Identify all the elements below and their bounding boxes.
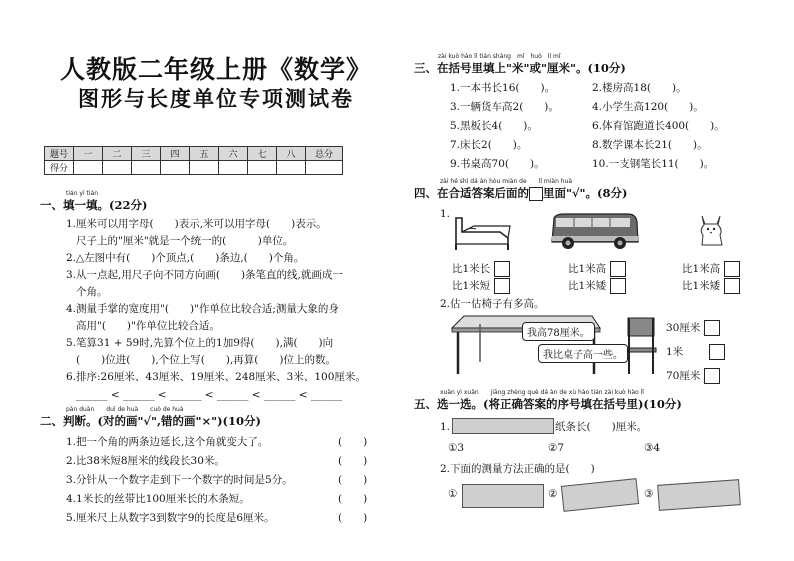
- answer-checkbox[interactable]: [709, 344, 725, 360]
- answer-checkbox[interactable]: [610, 278, 626, 294]
- measure-image-1: [462, 484, 544, 508]
- answer-paren[interactable]: ( ): [338, 455, 368, 467]
- choice-option[interactable]: ②: [548, 488, 558, 500]
- fill-item: 2.楼房高18( )。: [592, 82, 687, 94]
- section2-pinyin: pàn duàn duì de huà cuò de huà: [66, 406, 184, 413]
- height-option: [666, 344, 725, 360]
- page-title: 人教版二年级上册《数学》: [60, 55, 373, 84]
- score-header-cell: 六: [219, 147, 248, 161]
- section3-title: 三、在括号里填上"米"或"厘米"。(10分): [414, 61, 626, 75]
- height-option: [666, 320, 720, 336]
- question-line: 5.笔算31 + 59时,先算个位上的1加9得( ),满( )向: [66, 337, 334, 349]
- answer-checkbox[interactable]: [494, 261, 510, 277]
- score-cell[interactable]: [161, 161, 190, 175]
- score-table: [44, 146, 343, 175]
- bed-icon: [452, 214, 512, 252]
- score-header-cell: 七: [248, 147, 277, 161]
- question-text: 纸条长( )厘米。: [555, 421, 648, 433]
- score-cell[interactable]: [248, 161, 277, 175]
- question-line: 6.排序:26厘米、43厘米、19厘米、248厘米、3米、100厘米。: [66, 371, 366, 383]
- section5-pinyin: xuǎn yì xuǎn jiāng zhèng què dá àn de xù hào tián zài kuò hào lǐ: [440, 389, 644, 396]
- fill-item: 5.黑板长4( )。: [450, 120, 538, 132]
- score-cell[interactable]: [277, 161, 306, 175]
- judge-item: 3.分针从一个数字走到下一个数字的时间是5分。: [66, 474, 293, 486]
- height-option-label: 70厘米: [666, 370, 701, 382]
- section1-pinyin: tián yì tián: [66, 190, 99, 197]
- section4-title-a: 四、在合适答案后面的: [414, 186, 529, 200]
- compare-option: [452, 278, 510, 294]
- choice-option[interactable]: ①3: [448, 442, 465, 454]
- height-option-label: 30厘米: [666, 322, 701, 334]
- section4-pinyin: zài hé shì dá àn hòu miàn de lǐ miàn huà: [440, 178, 573, 185]
- score-header-cell: 五: [190, 147, 219, 161]
- checkbox-icon: [529, 187, 543, 201]
- compare-option-label: 比1米矮: [568, 280, 607, 292]
- compare-option: [452, 261, 510, 277]
- answer-paren[interactable]: ( ): [338, 474, 368, 486]
- height-option: [666, 368, 720, 384]
- score-cell[interactable]: [306, 161, 343, 175]
- choice-option[interactable]: ②7: [548, 442, 565, 454]
- fill-item: 10.一支钢笔长11( )。: [592, 158, 715, 170]
- fill-item: 7.床长2( )。: [450, 139, 528, 151]
- speech-bubble-table: 我高78厘米。: [522, 322, 595, 341]
- compare-option-label: 比1米长: [452, 263, 491, 275]
- section4-title: [414, 185, 627, 201]
- fill-item: 9.书桌高70( )。: [450, 158, 545, 170]
- section4-title-b: 里面"√"。(8分): [543, 186, 628, 200]
- compare-option-label: 比1米高: [682, 263, 721, 275]
- score-cell[interactable]: [219, 161, 248, 175]
- answer-paren[interactable]: ( ): [338, 436, 368, 448]
- fill-item: 8.数学课本长21( )。: [592, 139, 708, 151]
- answer-checkbox[interactable]: [704, 320, 720, 336]
- score-header-cell: 一: [74, 147, 103, 161]
- answer-checkbox[interactable]: [724, 278, 740, 294]
- question-line: ( )位进( ),个位上写( ),再算( )位上的数。: [76, 354, 336, 366]
- fill-item: 1.一本书长16( )。: [450, 82, 556, 94]
- question-line: 个角。: [76, 286, 108, 298]
- page-subtitle: 图形与长度单位专项测试卷: [78, 86, 354, 111]
- choice-option[interactable]: ③: [644, 488, 654, 500]
- question-line: 2.估一估椅子有多高。: [440, 298, 545, 310]
- score-header-cell: 八: [277, 147, 306, 161]
- answer-checkbox[interactable]: [494, 278, 510, 294]
- judge-item: 1.把一个角的两条边延长,这个角就变大了。: [66, 436, 269, 448]
- fill-item: 3.一辆货车高2( )。: [450, 101, 559, 113]
- answer-checkbox[interactable]: [724, 261, 740, 277]
- score-cell[interactable]: [74, 161, 103, 175]
- question-number: 1.: [440, 208, 451, 220]
- cat-icon: [696, 212, 726, 248]
- question-number: 1.: [440, 421, 451, 433]
- question-line: 1.厘米可以用字母( )表示,米可以用字母( )表示。: [66, 218, 327, 230]
- compare-option-label: 比1米短: [452, 280, 491, 292]
- section5-title: 五、选一选。(将正确答案的序号填在括号里)(10分): [414, 397, 682, 411]
- fill-item: 6.体育馆跑道长400( )。: [592, 120, 725, 132]
- compare-option: [682, 261, 740, 277]
- score-cell[interactable]: [132, 161, 161, 175]
- speech-bubble-chair: 我比桌子高一些。: [538, 344, 628, 363]
- compare-option: [682, 278, 740, 294]
- section3-pinyin: zài kuò hào lǐ tián shàng mǐ huò lí mǐ: [438, 53, 561, 60]
- measure-image-2: [561, 478, 639, 512]
- answer-paren[interactable]: ( ): [338, 493, 368, 505]
- measure-image-3: [657, 479, 741, 511]
- section2-title: 二、判断。(对的画"√",错的画"×")(10分): [40, 414, 261, 428]
- judge-item: 2.比38米短8厘米的线段长30米。: [66, 455, 225, 467]
- question-line: 3.从一点起,用尺子向不同方向画( )条笔直的线,就画成一: [66, 269, 343, 281]
- van-icon: [548, 212, 640, 252]
- compare-option: [568, 261, 626, 277]
- score-header-cell: 二: [103, 147, 132, 161]
- answer-checkbox[interactable]: [704, 368, 720, 384]
- compare-option-label: 比1米高: [568, 263, 607, 275]
- score-header-cell: 总分: [306, 147, 343, 161]
- question-line: 4.测量手掌的宽度用"( )"作单位比较合适;测量大象的身: [66, 303, 339, 315]
- score-header-cell: 四: [161, 147, 190, 161]
- height-option-label: 1米: [666, 346, 684, 358]
- section1-title: 一、填一填。(22分): [40, 198, 148, 212]
- choice-option[interactable]: ①: [448, 488, 458, 500]
- score-header-cell: 题号: [45, 147, 74, 161]
- compare-option: [568, 278, 626, 294]
- fill-item: 4.小学生高120( )。: [592, 101, 704, 113]
- score-row-label: 得分: [45, 161, 74, 175]
- score-cell[interactable]: [103, 161, 132, 175]
- question-line: 尺子上的"厘米"就是一个统一的( )单位。: [76, 235, 294, 247]
- score-header-cell: 三: [132, 147, 161, 161]
- question-line: 高用"( )"作单位比较合适。: [76, 320, 220, 332]
- judge-item: 5.厘米尺上从数字3到数字9的长度是6厘米。: [66, 512, 275, 524]
- question-line: 2.下面的测量方法正确的是( ): [440, 463, 595, 475]
- judge-item: 4.1米长的丝带比100厘米长的木条短。: [66, 493, 250, 505]
- compare-option-label: 比1米矮: [682, 280, 721, 292]
- score-cell[interactable]: [190, 161, 219, 175]
- ruler-with-paper-strip: [452, 418, 554, 434]
- question-line: 2.△左图中有( )个顶点,( )条边,( )个角。: [66, 252, 305, 264]
- answer-checkbox[interactable]: [610, 261, 626, 277]
- sort-blanks[interactable]: ______ < ______ < ______ < ______ < ______ < ______: [76, 389, 343, 401]
- choice-option[interactable]: ③4: [644, 442, 661, 454]
- answer-paren[interactable]: ( ): [338, 512, 368, 524]
